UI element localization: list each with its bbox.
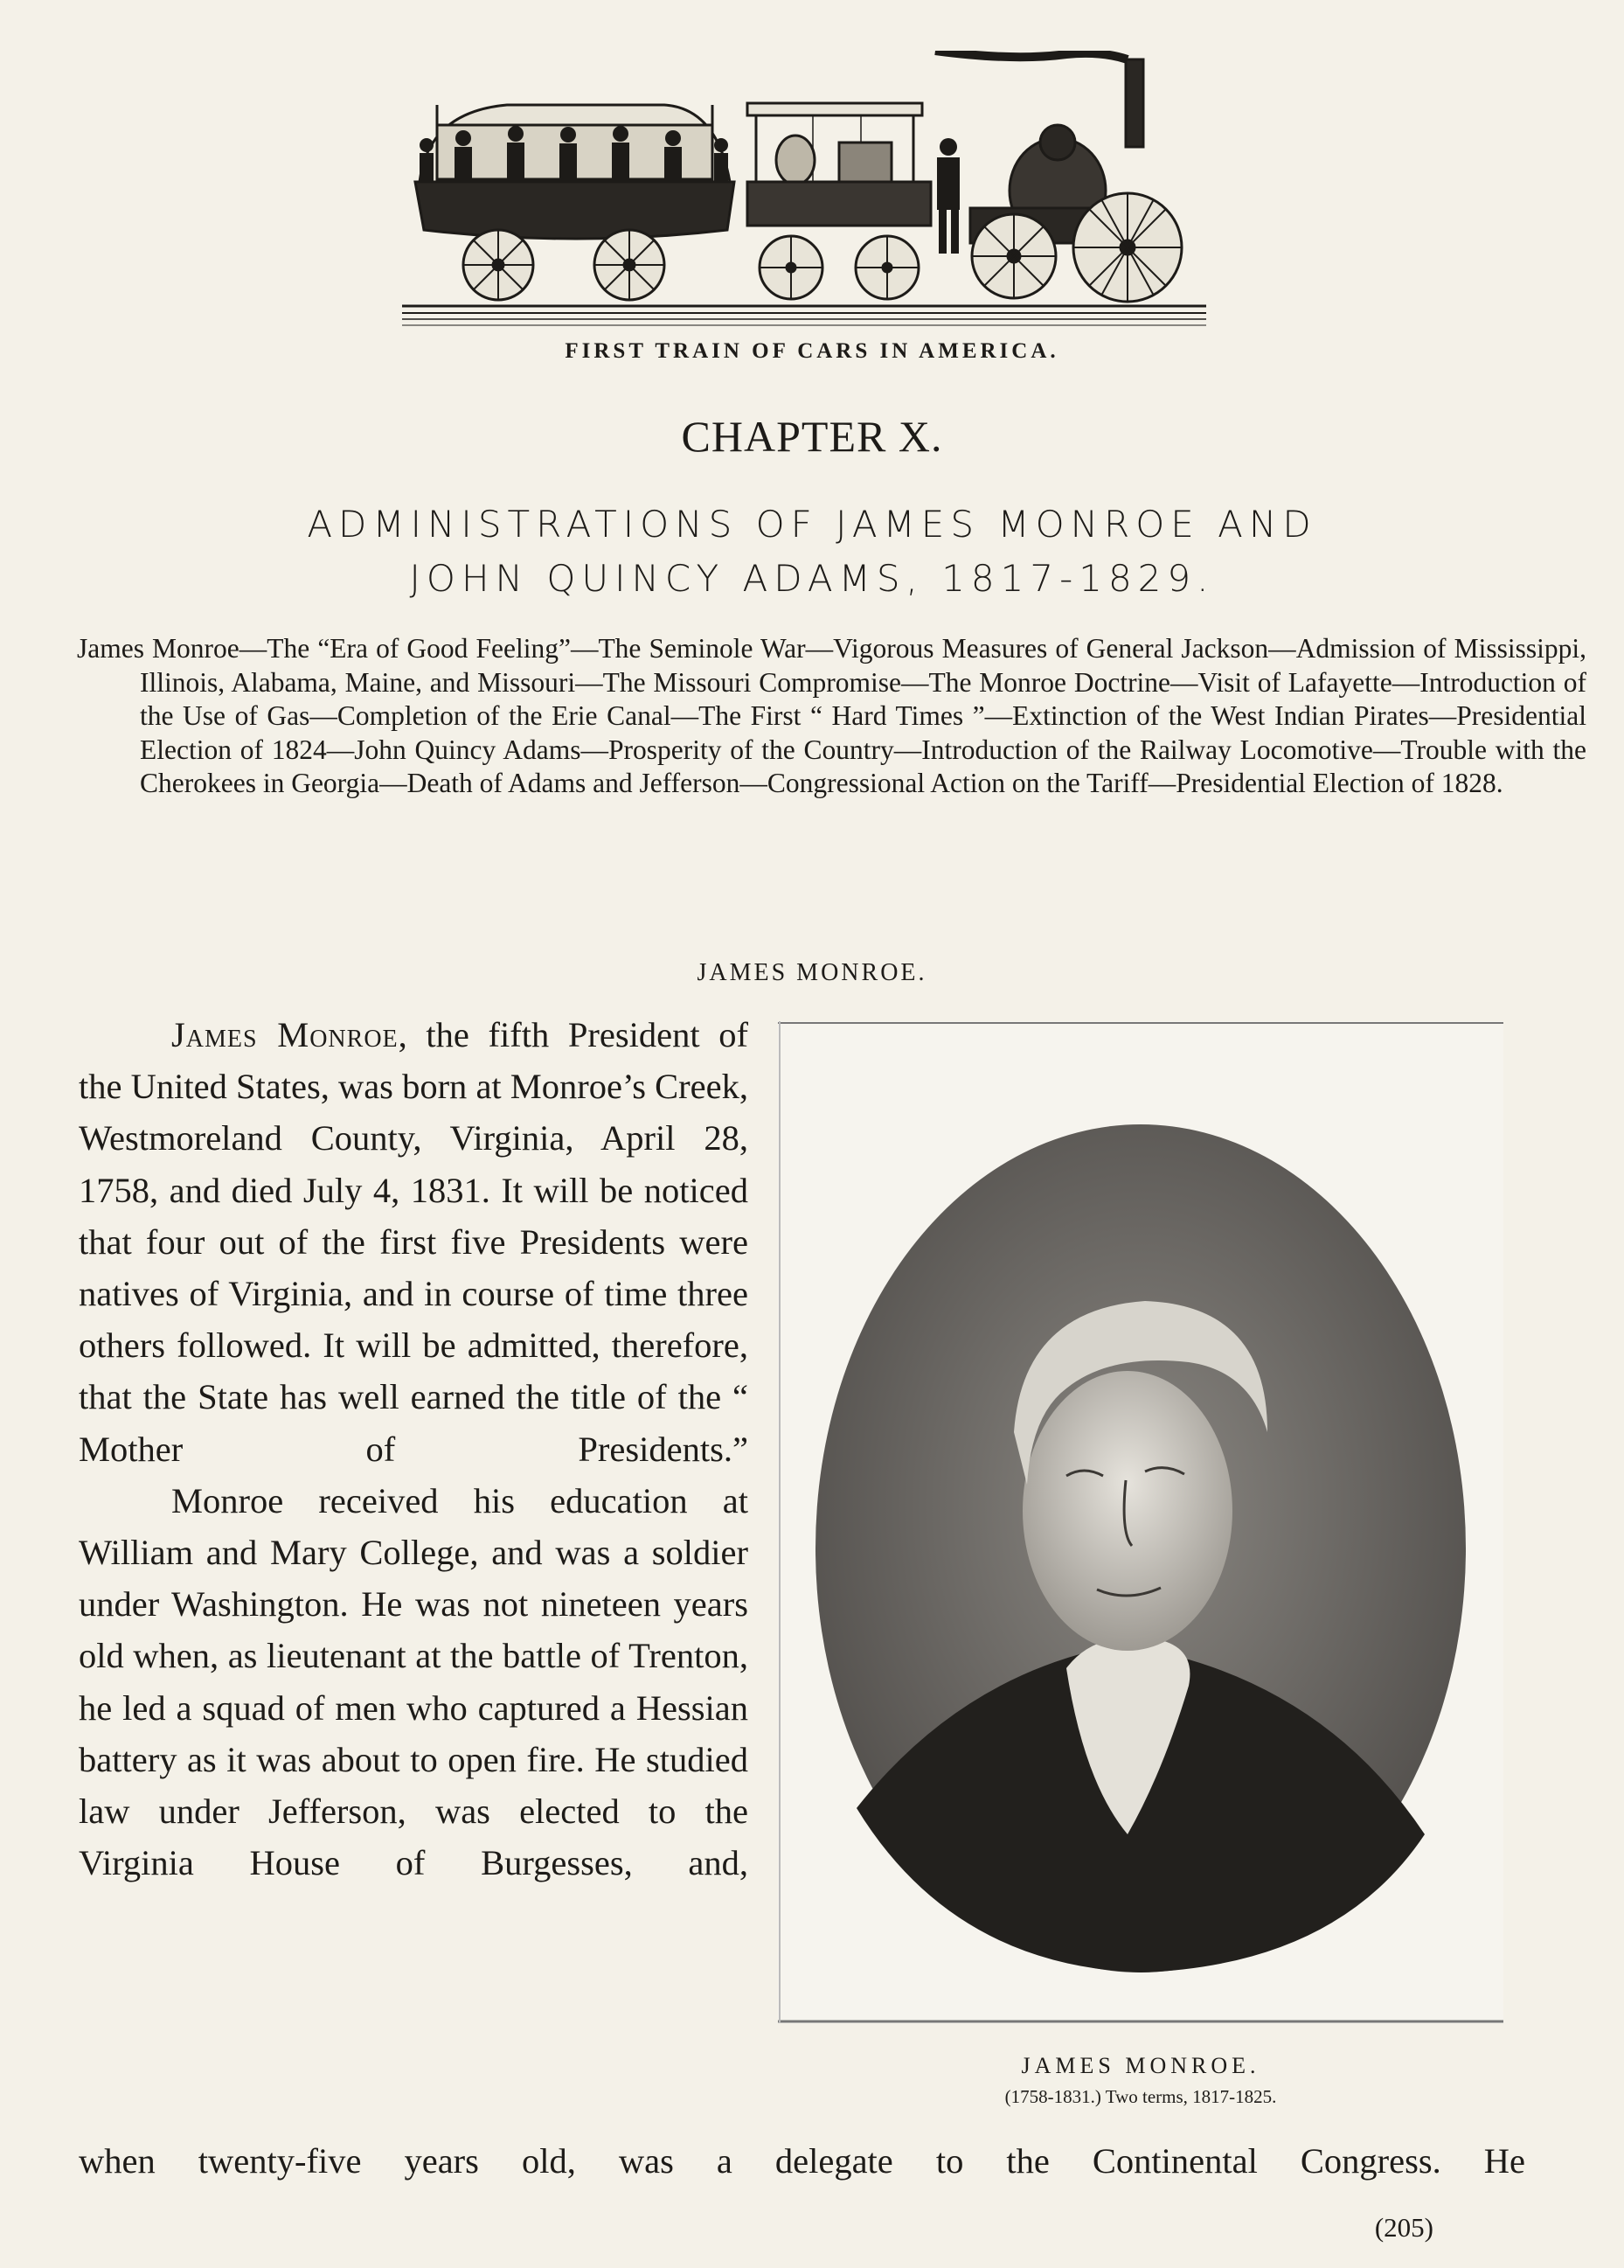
chapter-number: CHAPTER X.	[681, 412, 943, 461]
engineer-figure	[937, 138, 960, 254]
locomotive	[935, 51, 1182, 302]
paragraph-2: Monroe received his education at William and Mary College, and was a soldier under Washington. He was not nineteen years old when, as lieutenant at the battle of Trenton, he led a squad of men who captured a Hessian battery as it was about to open fire. He studied law under Jefferson, was elected to the Virginia House of Burgesses, and,	[79, 1480, 748, 1883]
chapter-title-line-1: ADMINISTRATIONS OF JAMES MONROE AND	[307, 503, 1317, 546]
paragraph-1	[79, 1009, 748, 1475]
lead-name: James Monroe	[171, 1015, 399, 1054]
body-text-column	[79, 1009, 748, 1889]
portrait-image	[778, 1021, 1503, 2023]
tender-car	[747, 103, 931, 299]
chapter-title-line-2: JOHN QUINCY ADAMS, 1817-1829.	[409, 557, 1215, 600]
chapter-summary: James Monroe—The “Era of Good Feeling”—The Seminole War—Vigorous Measures of General Jackson—Admission of Mississippi, Illinois, Alabama, Maine, and Missouri—The Missouri Compromise—The Monroe Doctrine—Visit of Lafayette—Introduction of the Use of Gas—Completion of the Erie Canal—The First “ Hard Times ”—Extinction of the West Indian Pirates—Presidential Election of 1824—John Quincy Adams—Prosperity of the Country—Introduction of the Railway Locomotive—Trouble with the Cherokees in Georgia—Death of Adams and Jefferson—Congressional Action on the Tariff—Presidential Election of 1828.	[77, 633, 1586, 798]
paragraph-1-text: , the fifth President of the United States, was born at Monroe’s Creek, Westmoreland County, Virginia, April 28, 1758, and died July 4, 1831. It will be noticed that four out of the first five Presidents were natives of Virginia, and in course of time three others followed. It will be admitted, therefore, that the State has well earned the title of the “ Mother of Presidents.”	[79, 1015, 749, 1469]
illustration-caption: FIRST TRAIN OF CARS IN AMERICA.	[565, 339, 1059, 363]
passenger-coach	[415, 105, 734, 300]
portrait-caption-dates: (1758-1831.) Two terms, 1817-1825.	[1004, 2086, 1277, 2107]
portrait-caption-name: JAMES MONROE.	[1021, 2053, 1260, 2078]
section-heading: JAMES MONROE.	[697, 959, 927, 986]
page-number: (205)	[1374, 2212, 1433, 2243]
body-text-full-width-line: when twenty-five years old, was a delegate to the Continental Congress. He	[79, 2141, 1525, 2181]
first-train-illustration	[402, 51, 1206, 332]
